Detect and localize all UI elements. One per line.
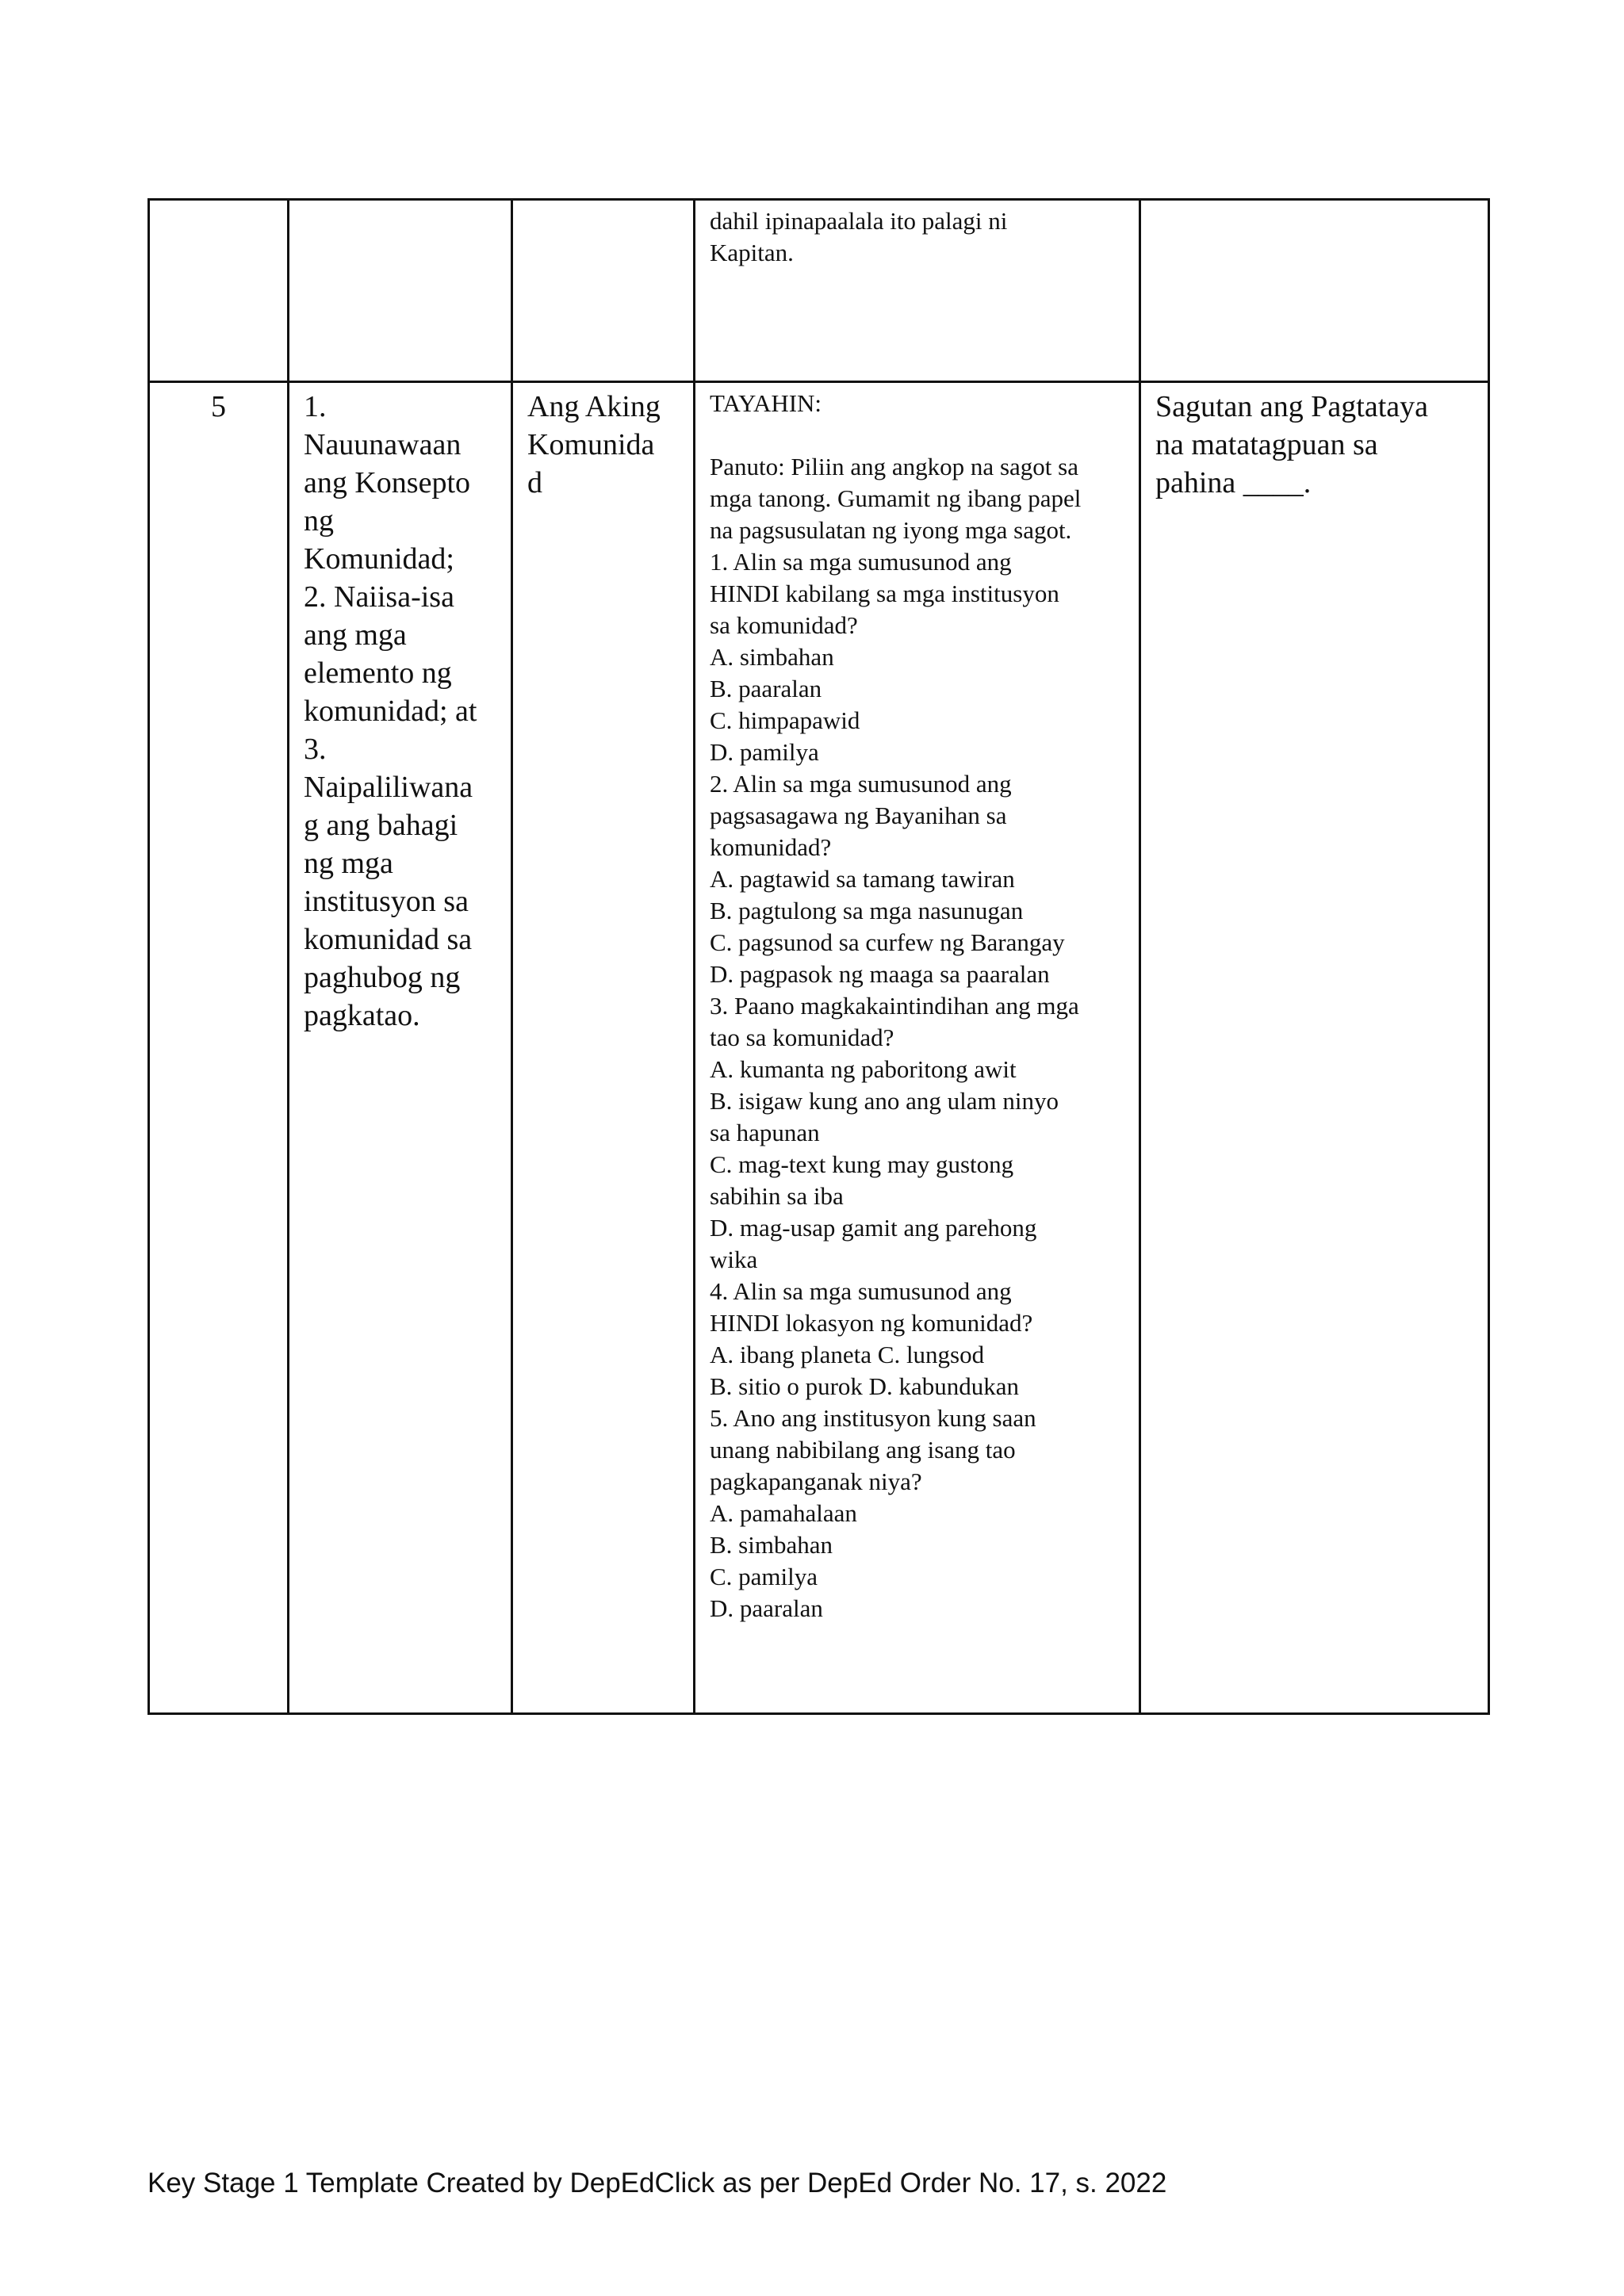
activity-line: na pagsusulatan ng iyong mga sagot.	[710, 516, 1072, 544]
activity-line: pagsasagawa ng Bayanihan sa	[710, 802, 1007, 829]
activity-line: C. pamilya	[710, 1563, 818, 1590]
topic-line: Komunida	[527, 428, 655, 461]
activity-line: Panuto: Piliin ang angkop na sagot sa	[710, 453, 1078, 480]
activity-cell-continued	[695, 200, 1140, 382]
objective-line: ng	[304, 504, 334, 538]
activity-line: tao sa komunidad?	[710, 1024, 894, 1051]
activity-line: pagkapanganak niya?	[710, 1468, 922, 1495]
activity-line: sa hapunan	[710, 1119, 820, 1146]
objective-line: pagkatao.	[304, 999, 420, 1032]
objective-line: paghubog ng	[304, 961, 461, 994]
topic-line: d	[527, 466, 542, 499]
remarks-cell-empty	[1140, 200, 1489, 382]
activity-line: 5. Ano ang institusyon kung saan	[710, 1404, 1036, 1432]
objective-line: 2. Naiisa-isa	[304, 580, 454, 614]
activity-line: C. pagsunod sa curfew ng Barangay	[710, 928, 1065, 956]
week-cell-empty	[149, 200, 289, 382]
activity-line: A. ibang planeta C. lungsod	[710, 1341, 985, 1368]
activity-line: B. simbahan	[710, 1531, 833, 1559]
week-5-row	[149, 382, 1489, 1714]
objective-line: komunidad; at	[304, 695, 477, 728]
activity-line: 1. Alin sa mga sumusunod ang	[710, 548, 1012, 576]
page-footer: Key Stage 1 Template Created by DepEdClick as per DepEd Order No. 17, s. 2022	[147, 2168, 1167, 2198]
objective-line: 1.	[304, 390, 327, 423]
activity-line: A. kumanta ng paboritong awit	[710, 1055, 1017, 1083]
activity-line: C. himpapawid	[710, 706, 860, 734]
objective-line: g ang bahagi	[304, 809, 458, 842]
activity-line: HINDI kabilang sa mga institusyon	[710, 580, 1059, 607]
remarks-line: pahina ____.	[1155, 466, 1312, 499]
topic-cell	[512, 382, 695, 1714]
activity-line: HINDI lokasyon ng komunidad?	[710, 1309, 1033, 1337]
activity-line: dahil ipinapaalala ito palagi ni	[710, 207, 1008, 235]
activity-line: D. pamilya	[710, 738, 819, 766]
activity-cell	[695, 382, 1140, 1714]
week-cell	[149, 382, 289, 1714]
activity-line: A. simbahan	[710, 643, 834, 671]
objective-cell	[289, 382, 512, 1714]
activity-line: mga tanong. Gumamit ng ibang papel	[710, 484, 1082, 512]
lesson-plan-table	[147, 198, 1490, 1715]
topic-line: Ang Aking	[527, 390, 661, 423]
activity-line: unang nabibilang ang isang tao	[710, 1436, 1016, 1464]
objective-line: Komunidad;	[304, 542, 454, 576]
activity-line: sa komunidad?	[710, 611, 858, 639]
objective-line: ang mga	[304, 618, 407, 652]
objective-line: komunidad sa	[304, 923, 473, 956]
objective-line: elemento ng	[304, 656, 452, 690]
activity-line: B. sitio o purok D. kabundukan	[710, 1372, 1020, 1400]
activity-line: D. pagpasok ng maaga sa paaralan	[710, 960, 1050, 988]
activity-line: komunidad?	[710, 833, 832, 861]
objective-line: institusyon sa	[304, 885, 469, 918]
objective-line: Naipaliliwana	[304, 771, 473, 804]
activity-line: B. pagtulong sa mga nasunugan	[710, 897, 1024, 924]
activity-line: wika	[710, 1246, 758, 1273]
objective-line: 3.	[304, 733, 327, 766]
activity-line: 3. Paano magkakaintindihan ang mga	[710, 992, 1079, 1020]
activity-line: D. mag-usap gamit ang parehong	[710, 1214, 1037, 1242]
activity-line: A. pamahalaan	[710, 1499, 857, 1527]
activity-line: B. paaralan	[710, 675, 822, 702]
objective-line: Nauunawaan	[304, 428, 462, 461]
continuation-row	[149, 200, 1489, 382]
objective-line: ang Konsepto	[304, 466, 471, 499]
activity-line: D. paaralan	[710, 1594, 823, 1622]
activity-line: A. pagtawid sa tamang tawiran	[710, 865, 1015, 893]
remarks-line: na matatagpuan sa	[1155, 428, 1378, 461]
objective-line: ng mga	[304, 847, 393, 880]
activity-line: 4. Alin sa mga sumusunod ang	[710, 1277, 1012, 1305]
activity-line: sabihin sa iba	[710, 1182, 844, 1210]
activity-line: B. isigaw kung ano ang ulam ninyo	[710, 1087, 1059, 1115]
activity-heading: TAYAHIN:	[710, 389, 822, 417]
activity-line: 2. Alin sa mga sumusunod ang	[710, 770, 1012, 798]
topic-cell-empty	[512, 200, 695, 382]
remarks-line: Sagutan ang Pagtataya	[1155, 390, 1429, 423]
remarks-cell	[1140, 382, 1489, 1714]
activity-line: C. mag-text kung may gustong	[710, 1150, 1014, 1178]
week-number: 5	[211, 390, 226, 423]
activity-line: Kapitan.	[710, 239, 794, 266]
objective-cell-empty	[289, 200, 512, 382]
